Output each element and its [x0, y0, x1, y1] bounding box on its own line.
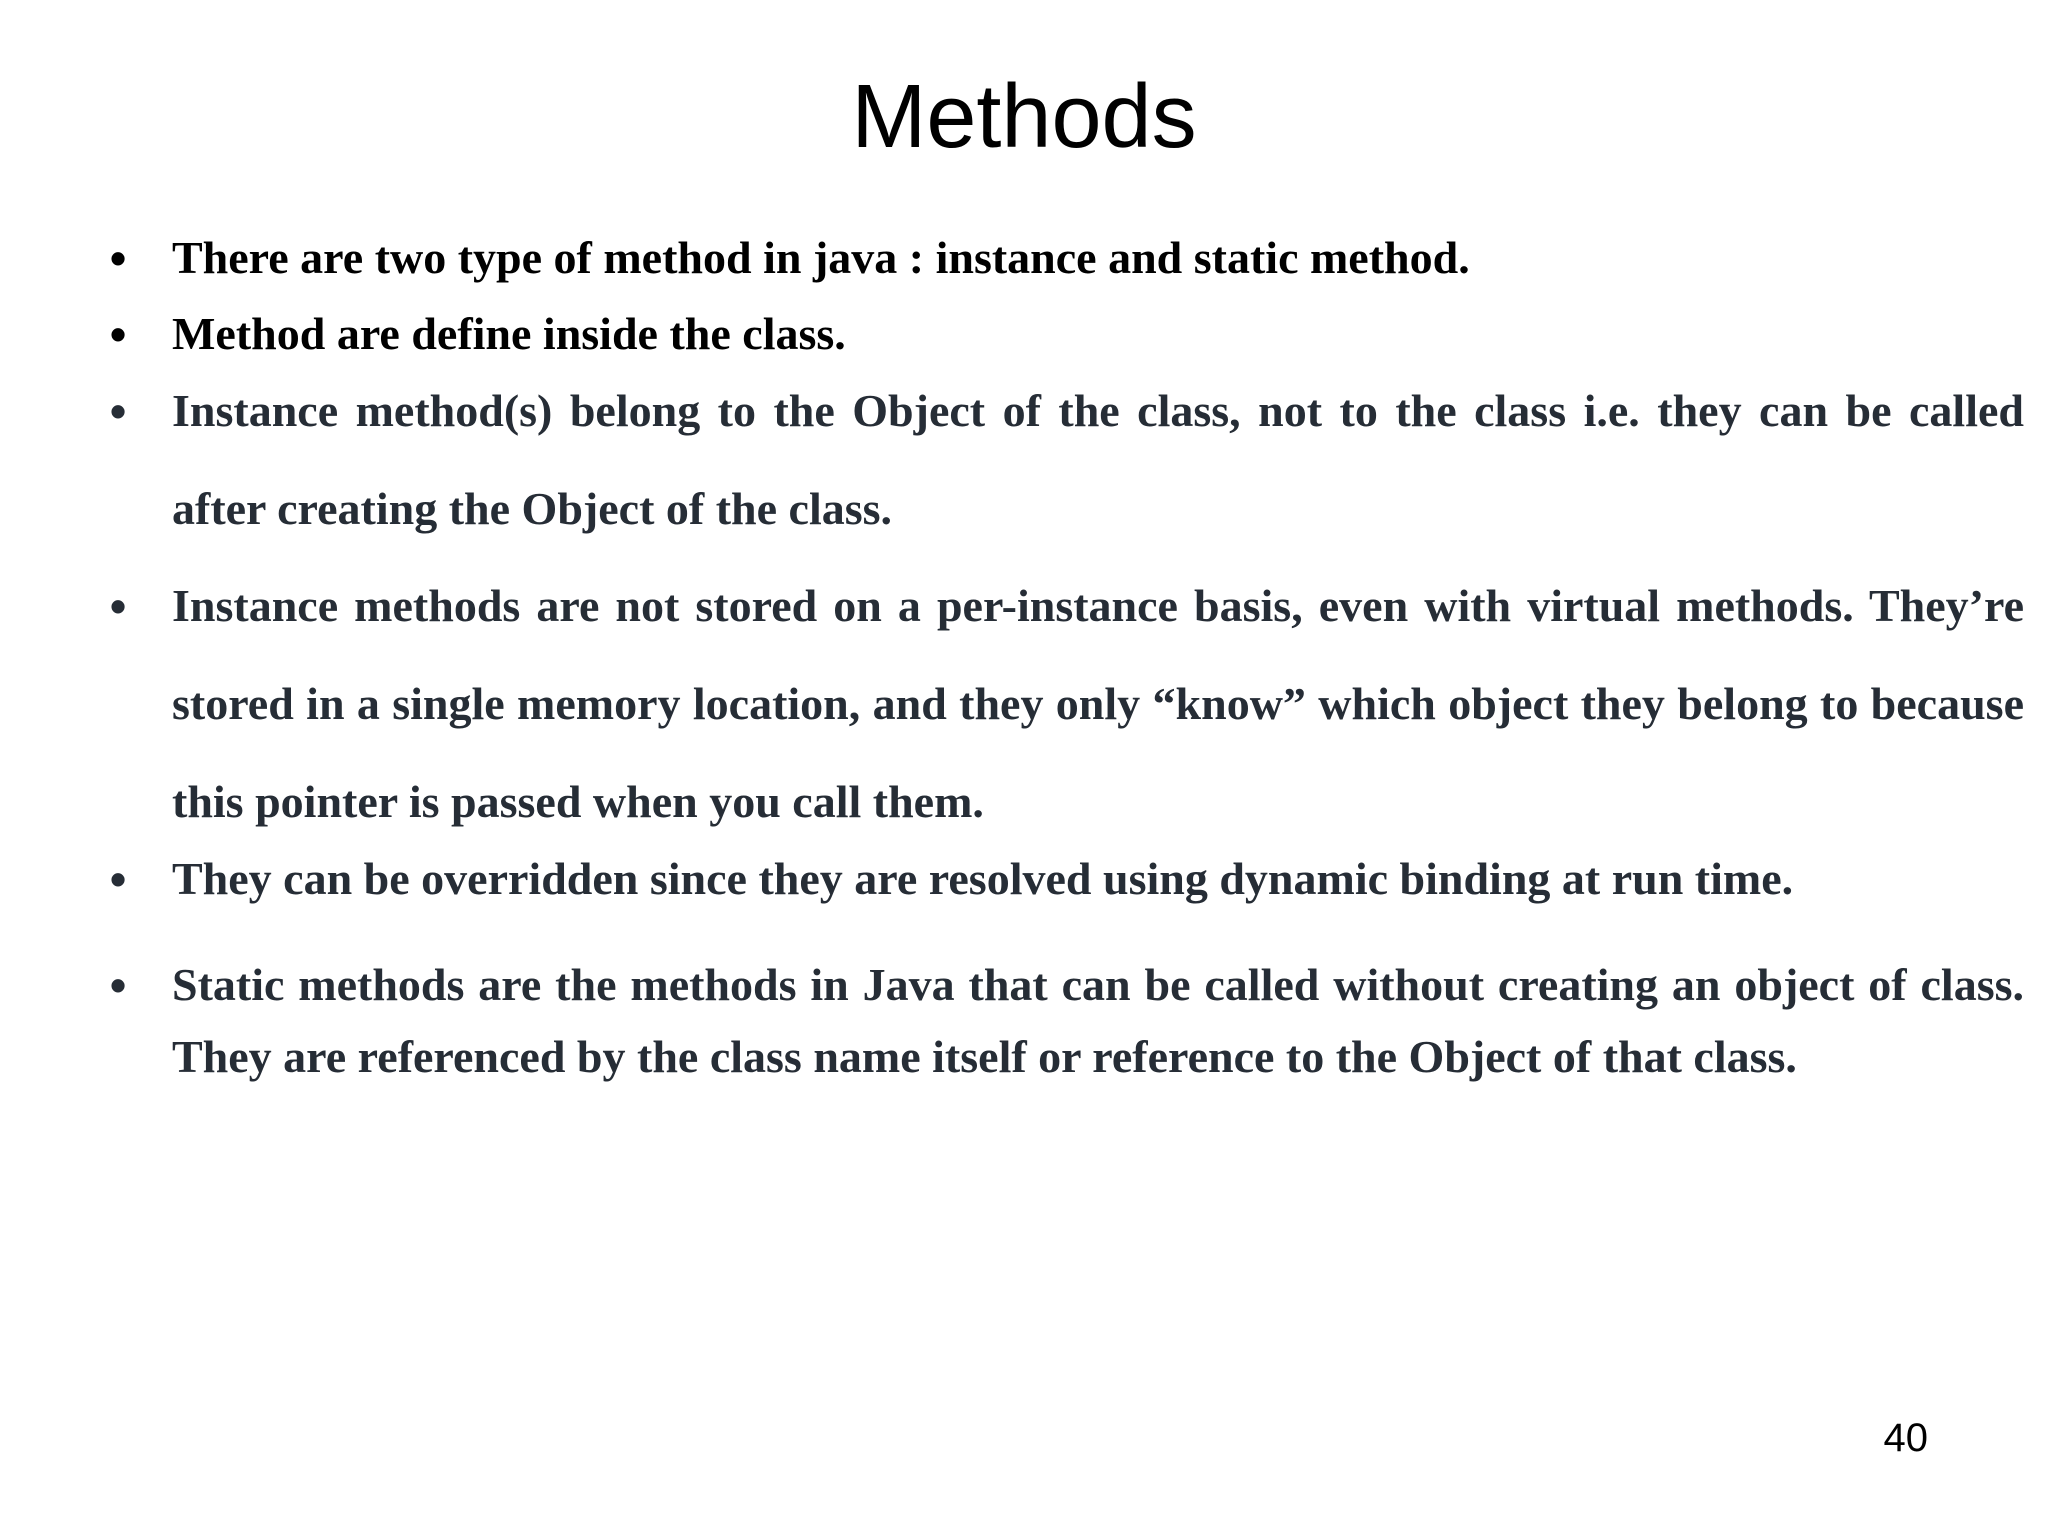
bullet-item: [110, 949, 2024, 1093]
bullet-text: There are two type of method in java : instance and static method.: [172, 232, 1470, 283]
bullet-marker: •: [110, 853, 127, 905]
bullet-marker: •: [110, 959, 127, 1011]
page-number: 40: [1883, 1416, 1928, 1460]
slide-title: Methods: [851, 67, 1197, 167]
bullet-item: [110, 228, 2024, 288]
bullet-item: [110, 304, 2024, 364]
bullet-marker: •: [110, 580, 127, 632]
bullet-text: Instance methods are not stored on a per-instance basis, even with virtual methods. They’re stored in a single memory location, and they only “know” which object they belong to because this pointer is passed when you call them.: [172, 580, 2024, 827]
bullet-item: [110, 557, 2024, 851]
bullet-marker: •: [110, 385, 127, 437]
bullet-text: Method are define inside the class.: [172, 308, 846, 359]
bullet-item: [110, 362, 2024, 558]
bullet-marker: •: [110, 232, 127, 284]
bullet-text: They can be overridden since they are resolved using dynamic binding at run time.: [172, 853, 1794, 904]
bullet-text: Instance method(s) belong to the Object of the class, not to the class i.e. they can be called after creating the Object of the class.: [172, 385, 2024, 534]
bullet-item: [110, 849, 2024, 909]
bullet-text: Static methods are the methods in Java that can be called without creating an object of class. They are referenced by the class name itself or reference to the Object of that class.: [172, 959, 2024, 1082]
bullet-marker: •: [110, 308, 127, 360]
